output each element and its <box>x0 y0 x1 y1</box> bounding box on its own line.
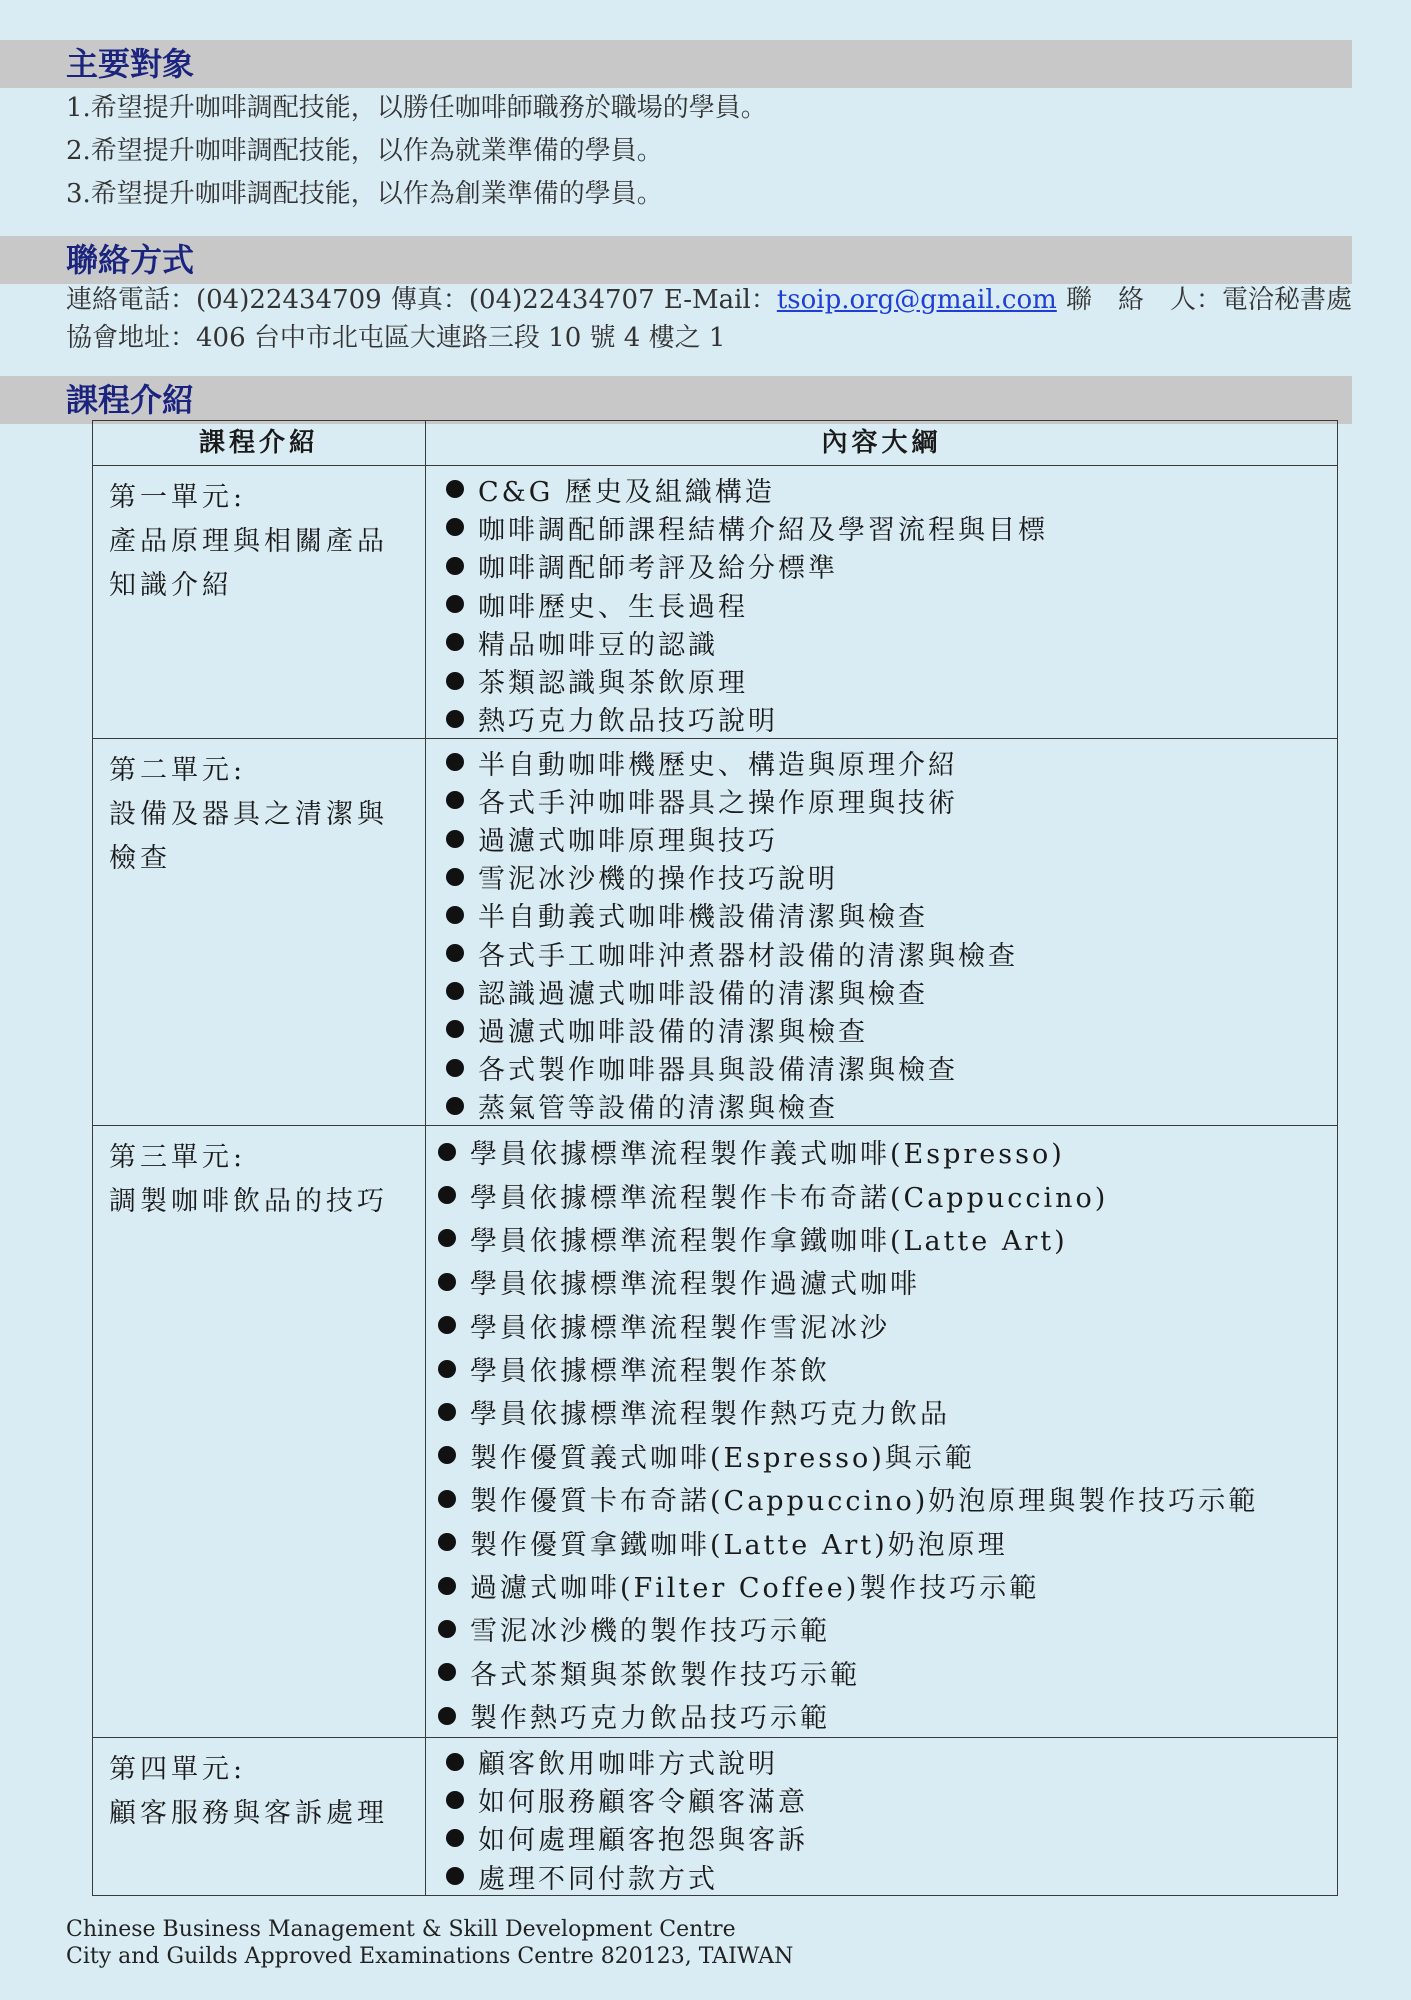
bullet-icon <box>446 1097 464 1115</box>
bullet-icon <box>446 633 464 651</box>
bullet-icon <box>446 710 464 728</box>
list-item: 各式製作咖啡器具與設備清潔與檢查 <box>446 1049 1337 1087</box>
list-item: 如何服務顧客令顧客滿意 <box>446 1781 1337 1819</box>
bullet-icon <box>438 1360 456 1378</box>
bullet-icon <box>446 557 464 575</box>
unit-2-name-line: 檢查 <box>109 843 171 875</box>
contact-section-title: 聯絡方式 <box>66 241 195 279</box>
bullet-icon <box>446 1829 464 1847</box>
bullet-icon <box>446 1059 464 1077</box>
list-item: 熱巧克力飲品技巧說明 <box>446 700 1337 738</box>
unit-3-name-line: 第三單元: <box>109 1141 247 1173</box>
course-table-header <box>93 421 1338 466</box>
list-item: 咖啡調配師課程結構介紹及學習流程與目標 <box>446 508 1337 546</box>
list-item: 學員依據標準流程製作卡布奇諾(Cappuccino) <box>438 1173 1337 1216</box>
bullet-icon <box>438 1229 456 1247</box>
unit-4-name-line: 第四單元: <box>109 1754 247 1786</box>
list-item: 顧客飲用咖啡方式說明 <box>446 1742 1337 1780</box>
bullet-icon <box>446 982 464 1000</box>
unit-3-bullet-list <box>438 1130 1337 1737</box>
target-section-title: 主要對象 <box>66 45 195 83</box>
unit-1-name-line: 第一單元: <box>109 482 247 513</box>
bullet-icon <box>438 1663 456 1681</box>
unit-4-bullet-list <box>446 1742 1337 1895</box>
bullet-icon <box>446 791 464 809</box>
unit-2-name-line: 設備及器具之清潔與 <box>109 799 388 831</box>
unit-1-bullet-list <box>446 470 1337 738</box>
list-item: 半自動咖啡機歷史、構造與原理介紹 <box>446 743 1337 781</box>
bullet-icon <box>446 1867 464 1885</box>
list-item: 如何處理顧客抱怨與客訴 <box>446 1819 1337 1857</box>
course-section-title: 課程介紹 <box>66 381 195 419</box>
bullet-icon <box>446 1020 464 1038</box>
unit-1-name <box>93 466 426 739</box>
list-item: 過濾式咖啡原理與技巧 <box>446 819 1337 857</box>
bullet-icon <box>438 1273 456 1291</box>
unit-1-items <box>426 466 1338 739</box>
bullet-icon <box>446 906 464 924</box>
bullet-icon <box>446 518 464 536</box>
target-item-1: 1.希望提升咖啡調配技能，以勝任咖啡師職務於職場的學員。 <box>66 93 767 123</box>
list-item: 學員依據標準流程製作茶飲 <box>438 1347 1337 1390</box>
list-item: 處理不同付款方式 <box>446 1857 1337 1895</box>
contact-email-label: E-Mail： <box>663 285 777 315</box>
bullet-icon <box>438 1143 456 1161</box>
list-item: 蒸氣管等設備的清潔與檢查 <box>446 1087 1337 1125</box>
list-item: 精品咖啡豆的認識 <box>446 623 1337 661</box>
bullet-icon <box>446 1791 464 1809</box>
list-item: 各式手沖咖啡器具之操作原理與技術 <box>446 781 1337 819</box>
list-item: 學員依據標準流程製作義式咖啡(Espresso) <box>438 1130 1337 1173</box>
footer-line-1: Chinese Business Management & Skill Development Centre <box>66 1917 736 1942</box>
course-table <box>92 420 1338 1896</box>
unit-4-items <box>426 1738 1338 1896</box>
bullet-icon <box>438 1577 456 1595</box>
unit-4-name-line: 顧客服務與客訴處理 <box>109 1798 388 1830</box>
bullet-icon <box>438 1707 456 1725</box>
list-item: 認識過濾式咖啡設備的清潔與檢查 <box>446 972 1337 1010</box>
unit-3-name <box>93 1125 426 1737</box>
bullet-icon <box>438 1316 456 1334</box>
unit-row-4 <box>93 1738 1338 1896</box>
bullet-icon <box>438 1620 456 1638</box>
target-item-3: 3.希望提升咖啡調配技能，以作為創業準備的學員。 <box>66 179 663 209</box>
target-item-2: 2.希望提升咖啡調配技能，以作為就業準備的學員。 <box>66 136 663 166</box>
unit-2-name <box>93 739 426 1126</box>
list-item: C&G 歷史及組織構造 <box>446 470 1337 508</box>
bullet-icon <box>446 753 464 771</box>
unit-1-name-line: 產品原理與相關產品 <box>109 526 388 557</box>
unit-row-3 <box>93 1125 1338 1737</box>
list-item: 學員依據標準流程製作熱巧克力飲品 <box>438 1390 1337 1433</box>
bullet-icon <box>446 1753 464 1771</box>
bullet-icon <box>446 480 464 498</box>
list-item: 咖啡歷史、生長過程 <box>446 585 1337 623</box>
target-section-bar <box>0 40 1352 88</box>
unit-2-bullet-list <box>446 743 1337 1125</box>
contact-email-link[interactable]: tsoip.org@gmail.com <box>776 285 1057 315</box>
list-item: 過濾式咖啡(Filter Coffee)製作技巧示範 <box>438 1564 1337 1607</box>
bullet-icon <box>446 595 464 613</box>
unit-2-items <box>426 739 1338 1126</box>
unit-1-name-line: 知識介紹 <box>109 570 233 601</box>
bullet-icon <box>446 868 464 886</box>
list-item: 茶類認識與茶飲原理 <box>446 661 1337 699</box>
unit-2-name-line: 第二單元: <box>109 755 247 787</box>
bullet-icon <box>446 672 464 690</box>
contact-person: 聯 絡 人：電洽秘書處 <box>1065 285 1352 315</box>
unit-row-2 <box>93 739 1338 1126</box>
bullet-icon <box>446 830 464 848</box>
unit-3-name-line: 調製咖啡飲品的技巧 <box>109 1185 388 1217</box>
list-item: 製作熱巧克力飲品技巧示範 <box>438 1694 1337 1737</box>
list-item: 雪泥冰沙機的製作技巧示範 <box>438 1607 1337 1650</box>
bullet-icon <box>438 1533 456 1551</box>
list-item: 過濾式咖啡設備的清潔與檢查 <box>446 1010 1337 1048</box>
contact-phone: 連絡電話：(04)22434709 <box>66 285 382 315</box>
list-item: 咖啡調配師考評及給分標準 <box>446 547 1337 585</box>
list-item: 製作優質義式咖啡(Espresso)與示範 <box>438 1434 1337 1477</box>
unit-4-name <box>93 1738 426 1896</box>
bullet-icon <box>438 1446 456 1464</box>
contact-address: 協會地址：406 台中市北屯區大連路三段 10 號 4 樓之 1 <box>66 323 726 353</box>
contact-line <box>66 280 1352 320</box>
contact-email-group <box>664 280 1057 320</box>
list-item: 製作優質卡布奇諾(Cappuccino)奶泡原理與製作技巧示範 <box>438 1477 1337 1520</box>
unit-row-1 <box>93 466 1338 739</box>
list-item: 各式茶類與茶飲製作技巧示範 <box>438 1651 1337 1694</box>
list-item: 各式手工咖啡沖煮器材設備的清潔與檢查 <box>446 934 1337 972</box>
bullet-icon <box>438 1403 456 1421</box>
course-section-bar <box>0 376 1352 424</box>
unit-3-items <box>426 1125 1338 1737</box>
bullet-icon <box>438 1186 456 1204</box>
list-item: 學員依據標準流程製作拿鐵咖啡(Latte Art) <box>438 1217 1337 1260</box>
header-content: 內容大綱 <box>426 421 1338 466</box>
bullet-icon <box>438 1490 456 1508</box>
header-unit: 課程介紹 <box>93 421 426 466</box>
contact-fax: 傳真：(04)22434707 <box>390 285 655 315</box>
footer-line-2: City and Guilds Approved Examinations Centre 820123, TAIWAN <box>66 1944 794 1969</box>
list-item: 學員依據標準流程製作過濾式咖啡 <box>438 1260 1337 1303</box>
bullet-icon <box>446 944 464 962</box>
list-item: 半自動義式咖啡機設備清潔與檢查 <box>446 896 1337 934</box>
list-item: 製作優質拿鐵咖啡(Latte Art)奶泡原理 <box>438 1520 1337 1563</box>
list-item: 學員依據標準流程製作雪泥冰沙 <box>438 1304 1337 1347</box>
list-item: 雪泥冰沙機的操作技巧說明 <box>446 858 1337 896</box>
contact-section-bar <box>0 236 1352 284</box>
